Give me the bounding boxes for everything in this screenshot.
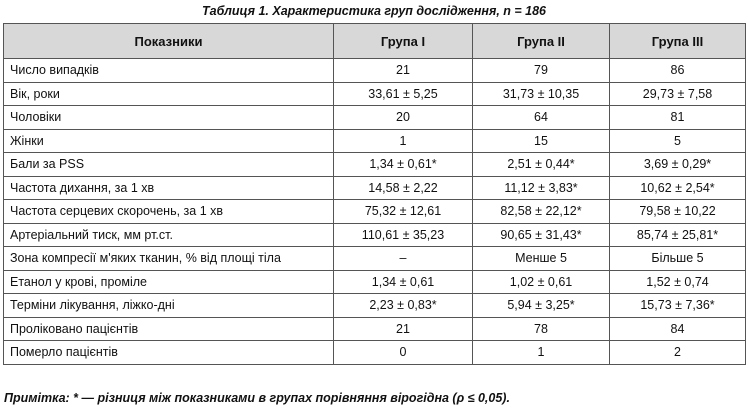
- group-2-cell: 90,65 ± 31,43*: [473, 223, 610, 247]
- table-row: [4, 153, 746, 177]
- table-body: [4, 59, 746, 365]
- group-3-cell: 15,73 ± 7,36*: [610, 294, 746, 318]
- group-3-cell: 85,74 ± 25,81*: [610, 223, 746, 247]
- table-row: [4, 59, 746, 83]
- indicator-cell: Зона компресії м'яких тканин, % від площі тіла: [4, 247, 334, 271]
- group-2-cell: 2,51 ± 0,44*: [473, 153, 610, 177]
- group-2-cell: 15: [473, 129, 610, 153]
- header-group-1: Група I: [334, 24, 473, 59]
- group-3-cell: Більше 5: [610, 247, 746, 271]
- group-3-cell: 86: [610, 59, 746, 83]
- table-caption: Таблиця 1. Характеристика груп дослідження, n = 186: [201, 4, 546, 18]
- characteristics-table: [3, 23, 746, 365]
- header-group-2: Група II: [473, 24, 610, 59]
- table-row: [4, 317, 746, 341]
- indicator-cell: Бали за PSS: [4, 153, 334, 177]
- group-2-cell: 1,02 ± 0,61: [473, 270, 610, 294]
- group-2-cell: 31,73 ± 10,35: [473, 82, 610, 106]
- table-row: [4, 200, 746, 224]
- indicator-cell: Жінки: [4, 129, 334, 153]
- group-1-cell: 0: [334, 341, 473, 365]
- group-1-cell: 20: [334, 106, 473, 130]
- indicator-cell: Частота дихання, за 1 хв: [4, 176, 334, 200]
- table-row: [4, 294, 746, 318]
- group-2-cell: 1: [473, 341, 610, 365]
- group-3-cell: 1,52 ± 0,74: [610, 270, 746, 294]
- group-2-cell: Менше 5: [473, 247, 610, 271]
- indicator-cell: Вік, роки: [4, 82, 334, 106]
- group-2-cell: 5,94 ± 3,25*: [473, 294, 610, 318]
- indicator-cell: Терміни лікування, ліжко-дні: [4, 294, 334, 318]
- group-1-cell: 33,61 ± 5,25: [334, 82, 473, 106]
- header-group-3: Група III: [610, 24, 746, 59]
- group-1-cell: 21: [334, 59, 473, 83]
- table-row: [4, 82, 746, 106]
- group-2-cell: 79: [473, 59, 610, 83]
- group-2-cell: 78: [473, 317, 610, 341]
- indicator-cell: Етанол у крові, проміле: [4, 270, 334, 294]
- table-header-row: [4, 24, 746, 59]
- group-3-cell: 2: [610, 341, 746, 365]
- group-2-cell: 11,12 ± 3,83*: [473, 176, 610, 200]
- group-1-cell: 2,23 ± 0,83*: [334, 294, 473, 318]
- indicator-cell: Померло пацієнтів: [4, 341, 334, 365]
- table-row: [4, 223, 746, 247]
- group-1-cell: 1,34 ± 0,61: [334, 270, 473, 294]
- table-note: Примітка: * — різниця між показниками в групах порівняння вірогідна (ρ ≤ 0,05).: [4, 391, 510, 405]
- indicator-cell: Чоловіки: [4, 106, 334, 130]
- group-1-cell: –: [334, 247, 473, 271]
- indicator-cell: Артеріальний тиск, мм рт.ст.: [4, 223, 334, 247]
- group-1-cell: 110,61 ± 35,23: [334, 223, 473, 247]
- group-1-cell: 21: [334, 317, 473, 341]
- table-row: [4, 270, 746, 294]
- group-3-cell: 79,58 ± 10,22: [610, 200, 746, 224]
- table-row: [4, 106, 746, 130]
- group-1-cell: 1: [334, 129, 473, 153]
- group-1-cell: 14,58 ± 2,22: [334, 176, 473, 200]
- group-3-cell: 5: [610, 129, 746, 153]
- group-3-cell: 29,73 ± 7,58: [610, 82, 746, 106]
- group-3-cell: 3,69 ± 0,29*: [610, 153, 746, 177]
- table-row: [4, 176, 746, 200]
- group-3-cell: 81: [610, 106, 746, 130]
- table-row: [4, 129, 746, 153]
- indicator-cell: Проліковано пацієнтів: [4, 317, 334, 341]
- group-3-cell: 84: [610, 317, 746, 341]
- table-row: [4, 247, 746, 271]
- header-indicators: Показники: [4, 24, 334, 59]
- group-1-cell: 1,34 ± 0,61*: [334, 153, 473, 177]
- group-2-cell: 64: [473, 106, 610, 130]
- group-3-cell: 10,62 ± 2,54*: [610, 176, 746, 200]
- table-row: [4, 341, 746, 365]
- group-2-cell: 82,58 ± 22,12*: [473, 200, 610, 224]
- indicator-cell: Частота серцевих скорочень, за 1 хв: [4, 200, 334, 224]
- group-1-cell: 75,32 ± 12,61: [334, 200, 473, 224]
- indicator-cell: Число випадків: [4, 59, 334, 83]
